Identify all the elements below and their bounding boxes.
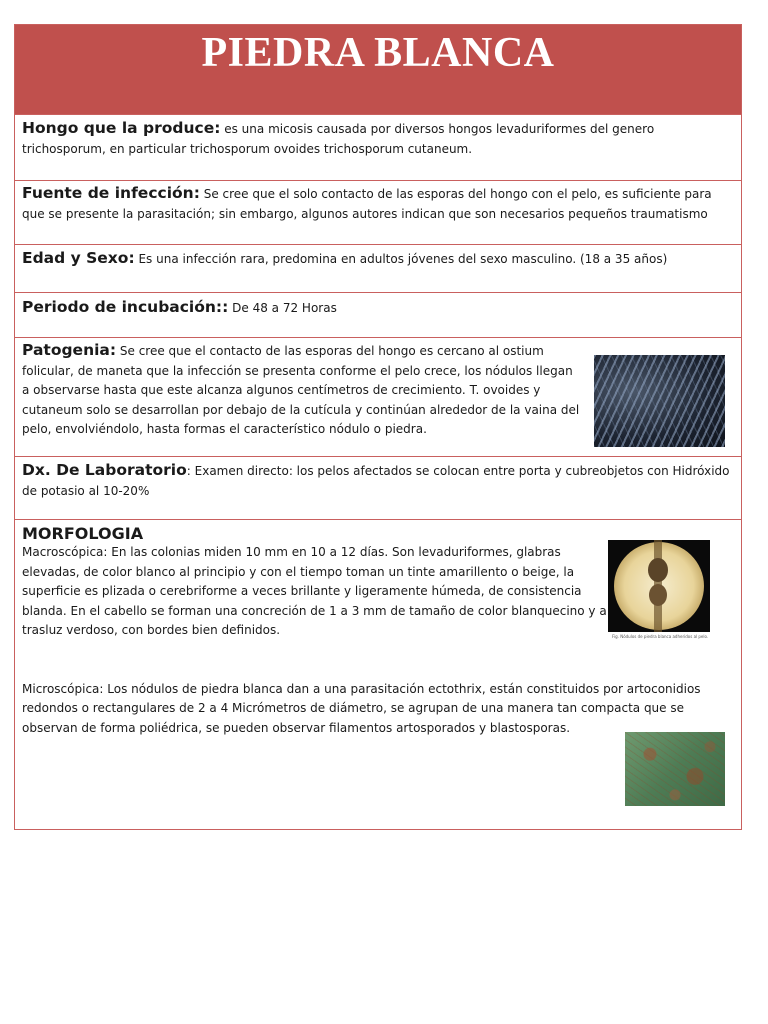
section-edad xyxy=(15,244,741,292)
section-patogenia xyxy=(15,337,741,456)
section-morfologia xyxy=(15,519,741,829)
section-fuente xyxy=(15,180,741,244)
section-text: Es una infección rara, predomina en adultos jóvenes del sexo masculino. (18 a 35 años) xyxy=(134,252,668,266)
page-title: PIEDRA BLANCA xyxy=(201,30,555,76)
section-text: Se cree que el solo contacto de las esporas del hongo con el pelo, es suficiente para que se presente la parasitación; sin embargo, algunos autores indican que son necesarios pequeños traumatismo xyxy=(22,187,712,221)
microscope-photo xyxy=(608,540,710,632)
morfologia-heading: MORFOLOGIA xyxy=(22,524,144,543)
section-text: Se cree que el contacto de las esporas del hongo es cercano al ostium folicular, de maneta que la infección se presenta conforme el pelo crece, los nódulos llegan a observarse hasta que este alcanza algunos centímetros de crecimiento. T. ovoides y cutaneum solo se desarrollan por debajo de la cutícula y continúan alrededor de la vaina del pelo, envolviéndolo, hasta formas el característico nódulo o piedra. xyxy=(22,344,580,436)
section-heading: Periodo de incubación:: xyxy=(22,298,229,316)
section-periodo xyxy=(15,292,741,337)
section-heading: Edad y Sexo: xyxy=(22,249,135,267)
section-heading: Dx. De Laboratorio xyxy=(22,461,187,479)
culture-photo xyxy=(625,732,725,806)
section-dx xyxy=(15,456,741,519)
microscopica-text: Microscópica: Los nódulos de piedra blanca dan a una parasitación ectothrix, están constituidos por artoconidios redondos o rectangulares de 2 a 4 Micrómetros de diámetro, se agrupan de una manera tan compacta que se observan de forma poliédrica, se pueden observar filamentos artosporados y blastosporas. xyxy=(22,681,701,735)
title-bar xyxy=(15,25,741,114)
figure-caption: Fig. Nódulos de piedra blanca adheridos al pelo. xyxy=(612,634,709,639)
section-hongo xyxy=(15,114,741,180)
section-heading: Fuente de infección: xyxy=(22,184,200,202)
section-heading: Hongo que la produce: xyxy=(22,119,221,137)
section-text: : Examen directo: los pelos afectados se colocan entre porta y cubreobjetos con Hidróxido de potasio al 10-20% xyxy=(22,464,730,498)
macroscopica-text: Macroscópica: En las colonias miden 10 mm en 10 a 12 días. Son levaduriformes, glabras elevadas, de color blanco al principio y con el tiempo toman un tinte amarillento o beige, la superficie es plizada o cerebriforme a veces brillante y ligeramente húmeda, de consistencia blanda. En el cabello se forman una concreción de 1 a 3 mm de tamaño de color blanquecino y a trasluz verdoso, con bordes bien definidos. xyxy=(22,545,607,637)
section-text: es una micosis causada por diversos hongos levaduriformes del genero trichosporum, en particular trichosporum ovoides trichosporum cutaneum. xyxy=(22,122,655,156)
hair-photo xyxy=(594,355,725,447)
section-heading: Patogenia: xyxy=(22,341,117,359)
section-text: De 48 a 72 Horas xyxy=(228,301,337,315)
document-sheet xyxy=(14,24,742,830)
